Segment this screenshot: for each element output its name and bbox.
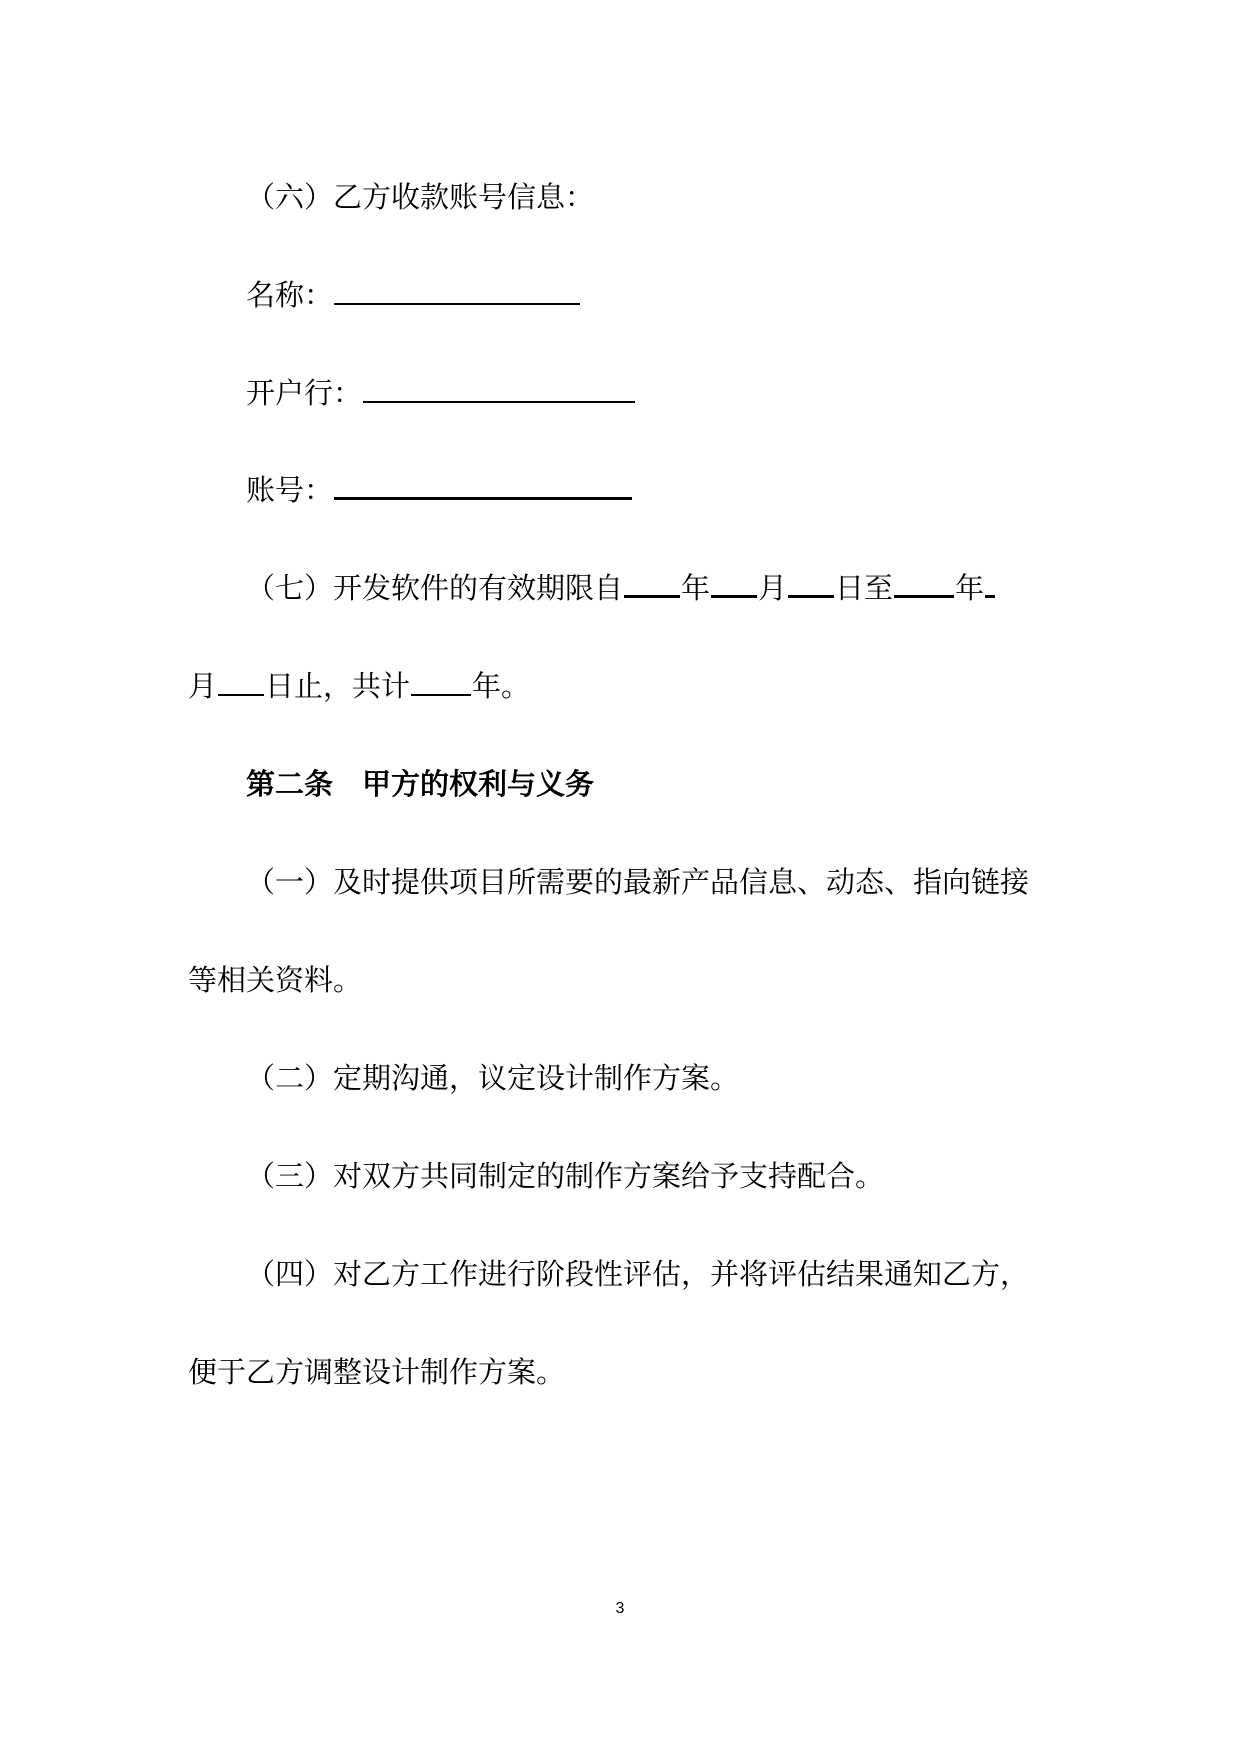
article-2-heading: 第二条 甲方的权利与义务 [246,767,595,801]
validity-period-line1 [246,568,996,608]
total-years-blank [411,693,471,696]
end-day-label: 日止，共计 [265,669,411,703]
item-3: （三）对双方共同制定的制作方案给予支持配合。 [246,1159,885,1193]
account-blank [334,496,632,500]
validity-period-line2 [188,666,530,706]
payee-name-field [246,275,581,315]
start-year-blank [624,594,680,598]
item-2: （二）定期沟通，议定设计制作方案。 [246,1061,740,1095]
account-label: 账号： [246,473,334,507]
validity-prefix: （七）开发软件的有效期限自 [246,571,624,605]
start-year-label: 年 [681,571,711,605]
end-year-label: 年 [955,571,985,605]
start-day-blank [788,594,834,598]
end-month-label: 月 [188,669,218,703]
end-month-blank [985,594,995,598]
start-month-blank [711,594,757,598]
page-number: 3 [615,1600,625,1617]
item-1-line1: （一）及时提供项目所需要的最新产品信息、动态、指向链接 [246,865,1030,899]
account-field [246,470,633,510]
bank-label: 开户行： [246,376,363,410]
section-6-title: （六）乙方收款账号信息： [246,180,595,214]
end-year-blank [894,594,954,598]
item-4-line2: 便于乙方调整设计制作方案。 [188,1355,566,1389]
end-day-blank [218,693,264,696]
bank-blank [363,400,635,403]
item-4-line1: （四）对乙方工作进行阶段性评估，并将评估结果通知乙方， [246,1257,1030,1291]
bank-field [246,373,636,413]
start-day-label: 日至 [835,571,894,605]
payee-name-label: 名称： [246,278,334,312]
payee-name-blank [334,302,580,305]
item-1-line2: 等相关资料。 [188,963,363,997]
start-month-label: 月 [758,571,788,605]
total-years-label: 年。 [472,669,531,703]
